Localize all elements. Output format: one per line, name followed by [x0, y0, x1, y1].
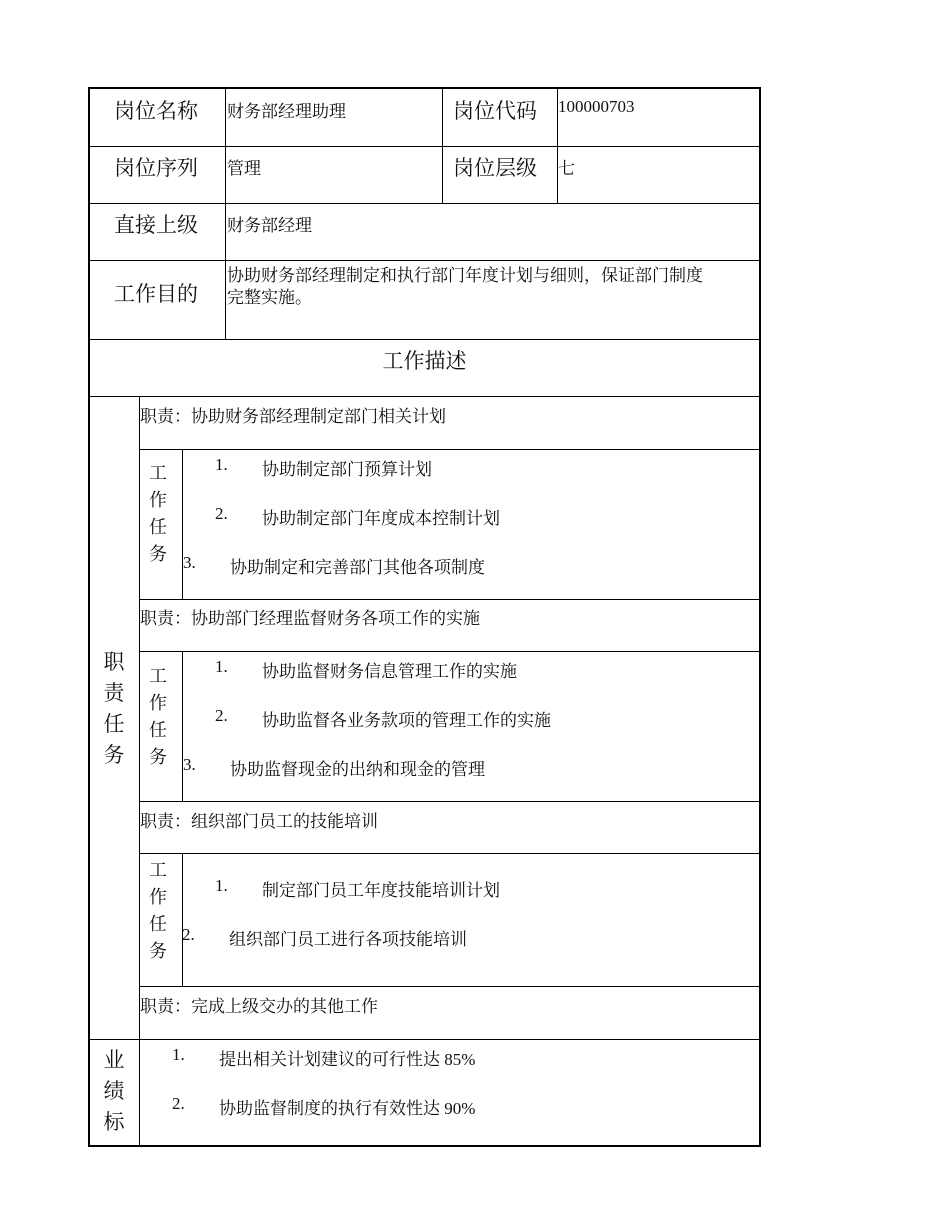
- performance-2: 协助监督制度的执行有效性达 90%: [219, 1099, 476, 1118]
- description-title: 工作描述: [382, 349, 467, 373]
- superior-label: 直接上级: [114, 213, 198, 237]
- duty-1: 职责：协助财务部经理制定部门相关计划: [140, 407, 446, 426]
- duties-side-label: 职 责 任 务: [103, 650, 125, 767]
- task-label-1: 工 作 任 务: [149, 463, 167, 564]
- duty-4: 职责：完成上级交办的其他工作: [140, 997, 378, 1016]
- position-name-value: 财务部经理助理: [227, 102, 346, 121]
- sequence-value: 管理: [227, 159, 261, 178]
- task-label-3: 工 作 任 务: [149, 860, 167, 961]
- duty-3-task-2-num: 2.: [182, 925, 195, 944]
- performance-1: 提出相关计划建议的可行性达 85%: [219, 1050, 476, 1069]
- position-name-label: 岗位名称: [114, 99, 198, 123]
- performance-1-num: 1.: [172, 1045, 185, 1064]
- duty-3-task-2: 组织部门员工进行各项技能培训: [229, 930, 467, 949]
- duty-2-task-2-num: 2.: [215, 706, 228, 725]
- duty-2-task-1: 协助监督财务信息管理工作的实施: [262, 662, 517, 681]
- duty-3-task-1-num: 1.: [215, 876, 228, 895]
- superior-value: 财务部经理: [227, 216, 312, 235]
- duty-1-task-1: 协助制定部门预算计划: [262, 460, 432, 479]
- duty-2-task-1-num: 1.: [215, 657, 228, 676]
- position-code-label: 岗位代码: [453, 99, 537, 123]
- position-code-value: 100000703: [558, 97, 635, 116]
- task-label-2: 工 作 任 务: [149, 666, 167, 767]
- performance-2-num: 2.: [172, 1094, 185, 1113]
- duty-1-task-2: 协助制定部门年度成本控制计划: [262, 509, 500, 528]
- duty-1-task-1-num: 1.: [215, 455, 228, 474]
- duty-1-task-3: 协助制定和完善部门其他各项制度: [230, 558, 485, 577]
- duty-2-task-2: 协助监督各业务款项的管理工作的实施: [262, 711, 551, 730]
- duty-1-task-2-num: 2.: [215, 504, 228, 523]
- purpose-line-2: 完整实施。: [227, 288, 312, 307]
- level-value: 七: [558, 159, 575, 178]
- level-label: 岗位层级: [453, 156, 537, 180]
- duty-3-task-1: 制定部门员工年度技能培训计划: [262, 881, 500, 900]
- sequence-label: 岗位序列: [114, 156, 198, 180]
- duty-2: 职责：协助部门经理监督财务各项工作的实施: [140, 609, 480, 628]
- duty-1-task-3-num: 3.: [183, 553, 196, 572]
- duty-2-task-3: 协助监督现金的出纳和现金的管理: [230, 760, 485, 779]
- duty-3: 职责：组织部门员工的技能培训: [140, 812, 378, 831]
- purpose-line-1: 协助财务部经理制定和执行部门年度计划与细则，保证部门制度: [227, 266, 703, 285]
- purpose-label: 工作目的: [114, 282, 198, 306]
- purpose-value: [227, 265, 757, 309]
- duty-2-task-3-num: 3.: [183, 755, 196, 774]
- performance-side-label: 业 绩 标: [103, 1048, 125, 1134]
